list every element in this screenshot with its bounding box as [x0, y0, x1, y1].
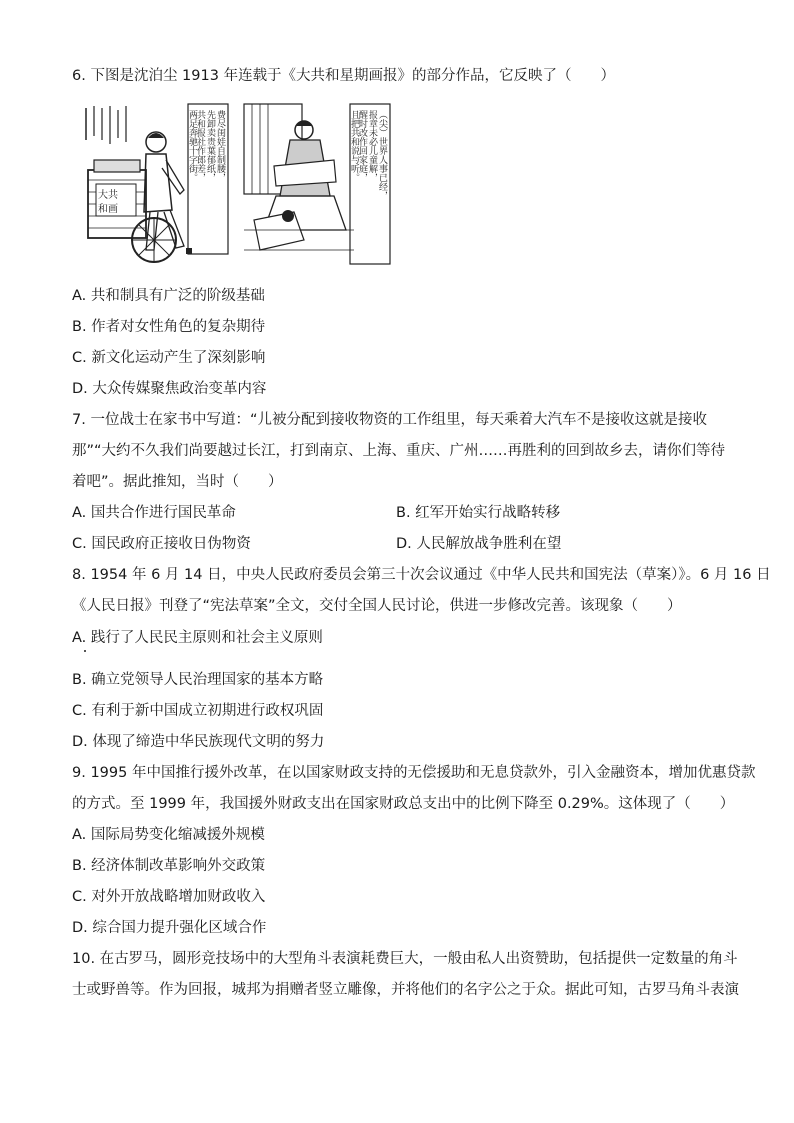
p1-col-2: 先卸卖贵葉郁纸， [205, 110, 215, 182]
q9-choice-a: A. 国际局势变化缩减援外规模 [72, 827, 265, 843]
q6-choice-b: B. 作者对女性角色的复杂期待 [72, 319, 266, 335]
question-10-stem-line-2: 士或野兽等。作为回报，城邦为捐赠者竖立雕像，并将他们的名字公之于众。据此可知，古罗马角斗表演 [72, 982, 739, 998]
q8-choice-b: B. 确立党领导人民治理国家的基本方略 [72, 672, 324, 688]
panel2-vertical-text [349, 109, 388, 200]
question-10-stem-line-1: 10. 在古罗马，圆形竞技场中的大型角斗表演耗费巨大，一般由私人出资赞助，包括提供一定数量的角斗 [72, 951, 738, 967]
q7-choice-b: B. 红军开始实行战略转移 [396, 505, 561, 521]
question-7-stem-line-3: 着吧”。据此推知，当时（ ） [72, 474, 283, 490]
q7-choice-a: A. 国共合作进行国民革命 [72, 505, 236, 521]
cart-text-2: 和画 [98, 204, 118, 215]
q9-choice-c: C. 对外开放战略增加财政收入 [72, 889, 266, 905]
p1-col-3: 共和报社作郎差， [195, 110, 205, 182]
question-8-stem-line-1: 8. 1954 年 6 月 14 日，中央人民政府委员会第三十次会议通过《中华人民共和国宪法（草案）》。6 月 16 日 [72, 567, 771, 583]
q8-choice-c: C. 有利于新中国成立初期进行政权巩固 [72, 703, 324, 719]
q9-choice-b: B. 经济体制改革影响外交政策 [72, 858, 266, 874]
q8-choice-d: D. 体现了缔造中华民族现代文明的努力 [72, 734, 325, 750]
cart-text-1: 大共 [98, 190, 118, 201]
p2-col-4: 且把共和说与听。 [349, 110, 359, 182]
p1-col-4: 两足奔驰十字街。 [187, 110, 197, 182]
p1-col-1: 费尽闺娃自制腰， [215, 110, 225, 182]
q6-choice-a: A. 共和制具有广泛的阶级基础 [72, 288, 265, 304]
cartoon-illustration [84, 100, 394, 270]
question-7-stem-line-2: 那”“大约不久我们尚要越过长江，打到南京、上海、重庆、广州……再胜利的回到故乡去，请你们等待 [72, 443, 726, 459]
question-9-stem-line-2: 的方式。至 1999 年，我国援外财政支出在国家财政总支出中的比例下降至 0.29%。这体现了（ ） [72, 796, 735, 812]
q6-choice-d: D. 大众传媒聚焦政治变革内容 [72, 381, 267, 397]
q7-choice-c: C. 国民政府正接收日伪物资 [72, 536, 251, 552]
q7-choice-d: D. 人民解放战争胜利在望 [396, 536, 562, 552]
panel1-vertical-text [187, 109, 226, 182]
question-6-stem: 6. 下图是沈泊尘 1913 年连载于《大共和星期画报》的部分作品，它反映了（ ） [72, 68, 616, 84]
q6-choice-c: C. 新文化运动产生了深刻影响 [72, 350, 266, 366]
q9-choice-d: D. 综合国力提升强化区域合作 [72, 920, 267, 936]
question-8-stem-line-2: 《人民日报》刊登了“宪法草案”全文，交付全国人民讨论，供进一步修改完善。该现象（ ） [72, 598, 682, 614]
cartoon-figure [84, 100, 394, 270]
p2-col-3: 醒时改作回家庭， [357, 110, 367, 182]
p2-col-2: 报章未必儿童解， [367, 110, 377, 182]
stray-dot [84, 650, 86, 652]
question-9-stem-line-1: 9. 1995 年中国推行援外改革，在以国家财政支持的无偿援助和无息贷款外，引入金融资本，增加优惠贷款 [72, 765, 756, 781]
q8-choice-a: A. 践行了人民民主原则和社会主义原则 [72, 630, 323, 646]
question-7-stem-line-1: 7. 一位战士在家书中写道：“儿被分配到接收物资的工作组里，每天乘着大汽车不是接收这就是接收 [72, 412, 707, 428]
p2-col-1: （尖）世界人事已经， [377, 110, 387, 200]
